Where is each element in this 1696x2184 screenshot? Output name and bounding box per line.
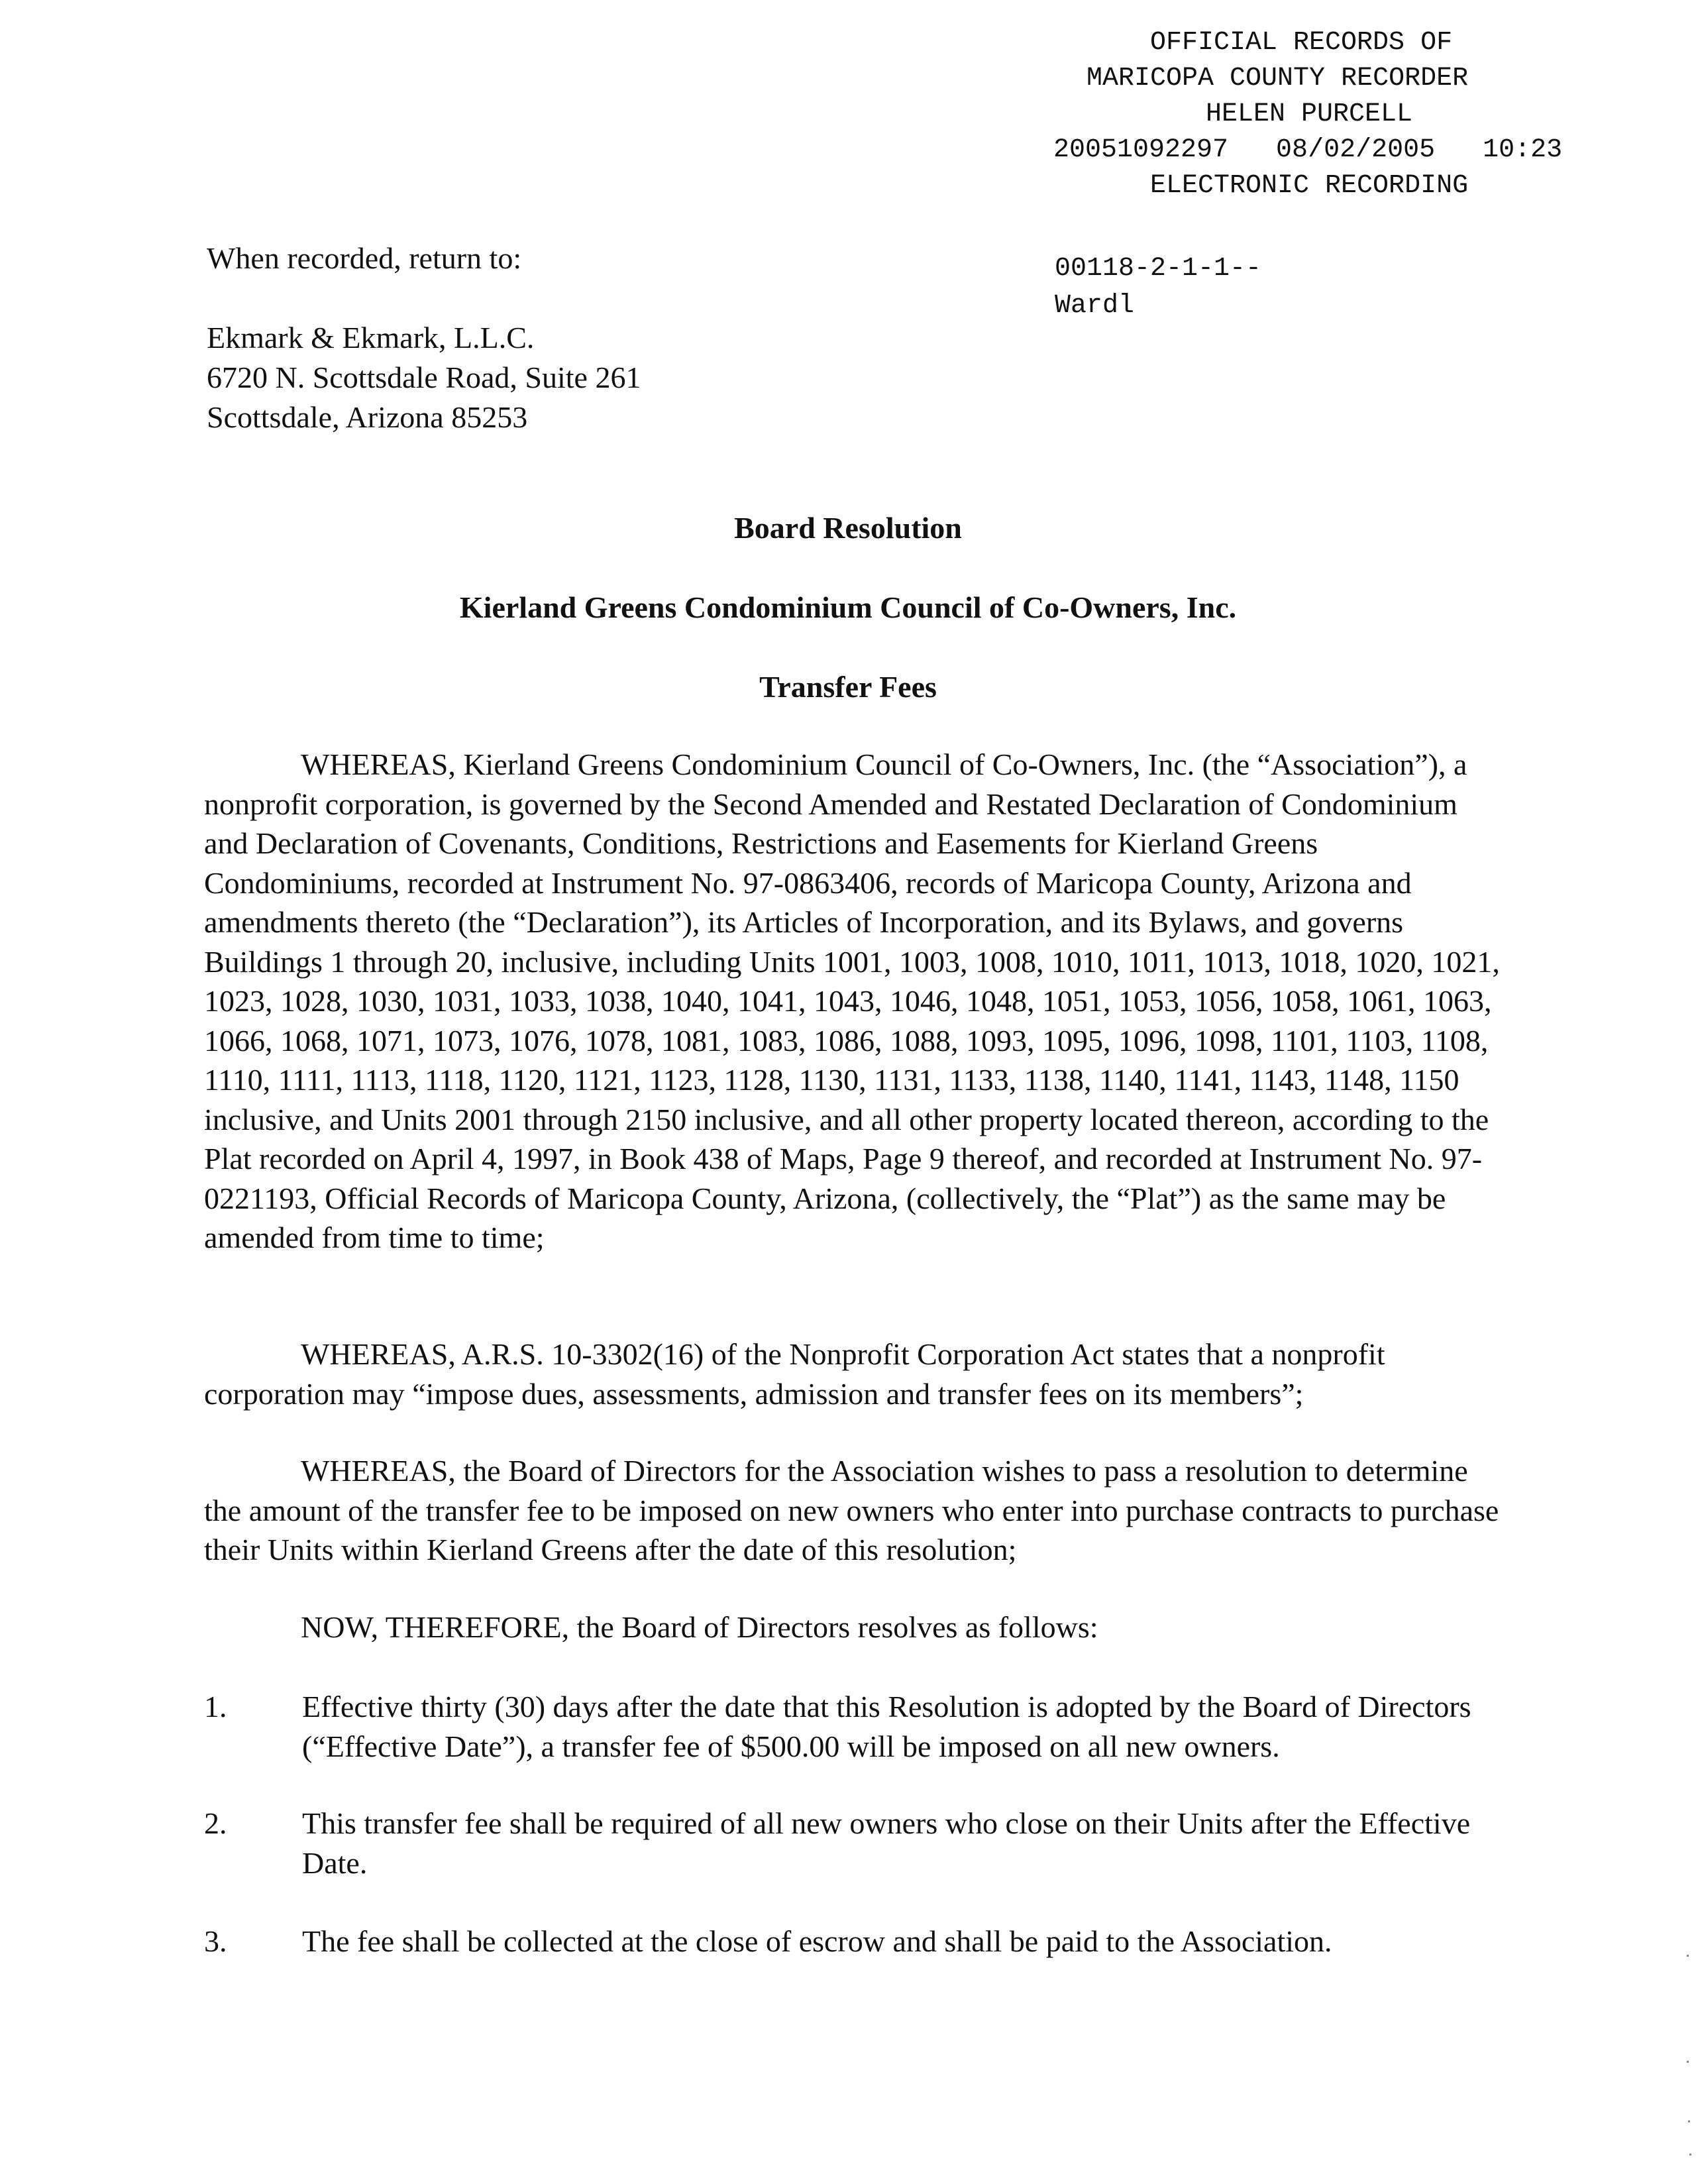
scan-speck xyxy=(1688,2120,1690,2122)
stamp-line-recorder-name: HELEN PURCELL xyxy=(1206,99,1413,129)
return-to-block xyxy=(207,239,641,437)
organization-title: Kierland Greens Condominium Council of Co-Owners, Inc. xyxy=(459,590,1237,624)
now-therefore-text: NOW, THEREFORE, the Board of Directors resolves as follows: xyxy=(301,1610,1098,1644)
resolution-number: 3. xyxy=(204,1924,227,1958)
recording-code: 00118-2-1-1-- xyxy=(1055,254,1262,284)
return-to-name: Ekmark & Ekmark, L.L.C. xyxy=(207,321,535,355)
resolution-number: 2. xyxy=(204,1806,227,1840)
recording-codes xyxy=(1055,250,1261,325)
recording-clerk: Wardl xyxy=(1055,291,1135,321)
resolution-item xyxy=(204,1804,1516,1883)
return-to-address-line2: Scottsdale, Arizona 85253 xyxy=(207,400,528,434)
stamp-line-official-records: OFFICIAL RECORDS OF xyxy=(1150,28,1453,58)
now-therefore-paragraph xyxy=(204,1608,1503,1647)
scan-speck xyxy=(1689,2154,1691,2156)
resolution-text: Effective thirty (30) days after the date that this Resolution is adopted by the Board of Directors (“Effective Date”), a transfer fee of $500.00 will be imposed on all new owners. xyxy=(302,1690,1471,1763)
whereas-text-2: WHEREAS, A.R.S. 10-3302(16) of the Nonprofit Corporation Act states that a nonprofit corporation may “impose dues, assessments, admission and transfer fees on its members”; xyxy=(204,1337,1385,1411)
subject-title: Transfer Fees xyxy=(759,670,937,704)
stamp-line-instrument-date-time: 20051092297 08/02/2005 10:23 xyxy=(1053,135,1563,165)
whereas-text-1: WHEREAS, Kierland Greens Condominium Council of Co-Owners, Inc. (the “Association”), a nonprofit corporation, is governed by the Second Amended and Restated Declaration of Condominium and Declaration of Covenants, Conditions, Restrictions and Easements for Kierland Greens Condominiums, recorded at Instrument No. 97-0863406, records of Maricopa County, Arizona and amendments thereto (the “Declaration”), its Articles of Incorporation, and its Bylaws, and governs Buildings 1 through 20, inclusive, including Units 1001, 1003, 1008, 1010, 1011, 1013, 1018, 1020, 1021, 1023, 1028, 1030, 1031, 1033, 1038, 1040, 1041, 1043, 1046, 1048, 1051, 1053, 1056, 1058, 1061, 1063, 1066, 1068, 1071, 1073, 1076, 1078, 1081, 1083, 1086, 1088, 1093, 1095, 1096, 1098, 1101, 1103, 1108, 1110, 1111, 1113, 1118, 1120, 1121, 1123, 1128, 1130, 1131, 1133, 1138, 1140, 1141, 1143, 1148, 1150 inclusive, and Units 2001 through 2150 inclusive, and all other property located thereon, according to the Plat recorded on April 4, 1997, in Book 438 of Maps, Page 9 thereof, and recorded at Instrument No. 97-0221193, Official Records of Maricopa County, Arizona, (collectively, the “Plat”) as the same may be amended from time to time; xyxy=(204,747,1500,1254)
recording-stamp xyxy=(1053,25,1650,204)
whereas-text-3: WHEREAS, the Board of Directors for the Association wishes to pass a resolution to determine the amount of the transfer fee to be imposed on new owners who enter into purchase contracts to purchase their Units within Kierland Greens after the date of this resolution; xyxy=(204,1454,1499,1566)
resolution-text: This transfer fee shall be required of all new owners who close on their Units after the Effective Date. xyxy=(302,1806,1471,1880)
return-to-heading: When recorded, return to: xyxy=(207,241,522,275)
whereas-paragraph-1 xyxy=(204,745,1503,1258)
whereas-paragraph-2 xyxy=(204,1335,1503,1413)
resolution-text: The fee shall be collected at the close of escrow and shall be paid to the Association. xyxy=(302,1924,1332,1958)
return-to-address-line1: 6720 N. Scottsdale Road, Suite 261 xyxy=(207,360,641,394)
scan-speck xyxy=(1687,2061,1689,2063)
stamp-line-county-recorder: MARICOPA COUNTY RECORDER xyxy=(1086,64,1469,93)
resolution-item xyxy=(204,1922,1516,1961)
document-title: Board Resolution xyxy=(734,511,962,545)
stamp-line-electronic-recording: ELECTRONIC RECORDING xyxy=(1150,171,1469,201)
whereas-paragraph-3 xyxy=(204,1451,1503,1570)
resolution-item xyxy=(204,1687,1516,1766)
scan-speck xyxy=(1687,1955,1689,1957)
resolution-number: 1. xyxy=(204,1690,227,1723)
